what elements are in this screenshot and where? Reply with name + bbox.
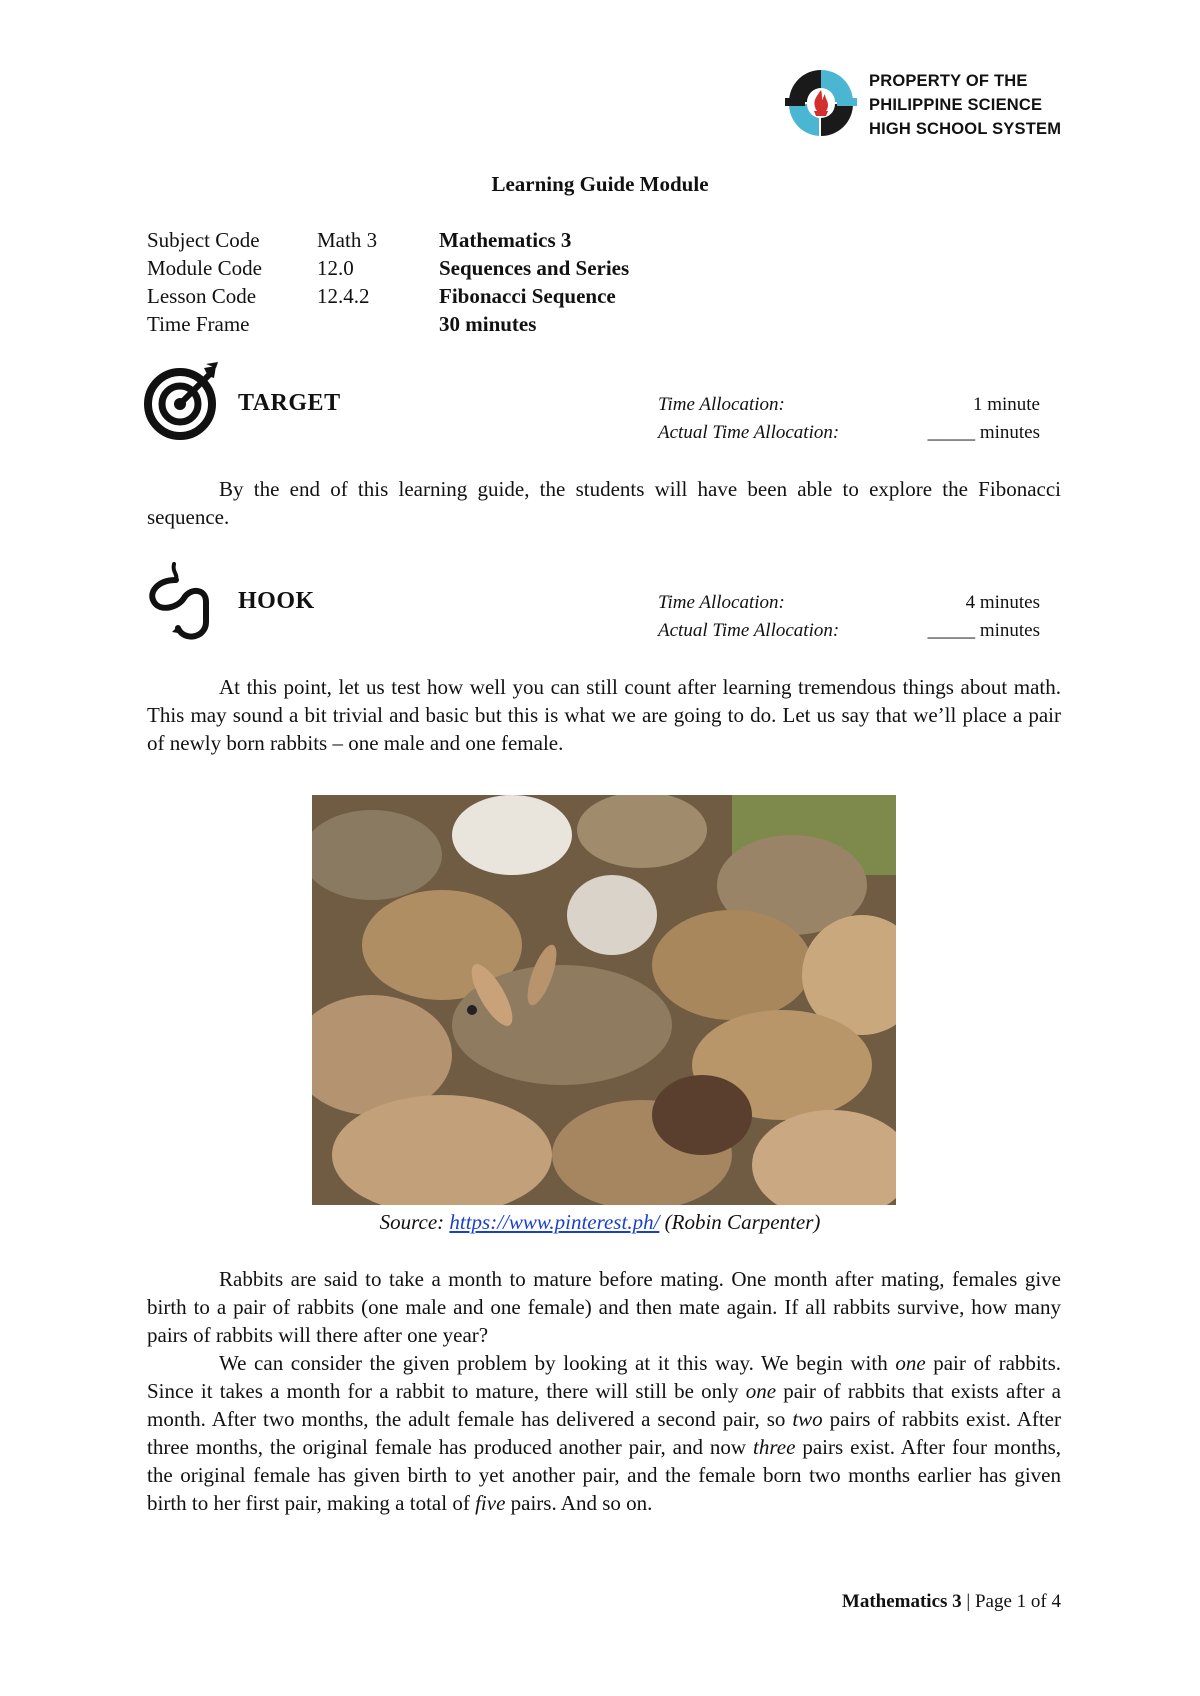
hook-icon [144, 560, 230, 646]
target-icon [144, 362, 224, 442]
emphasis-one: one [745, 1379, 777, 1403]
body-text: pairs exist. After four months, the original female has given birth to yet another pair, and the female born two months earlier has given birth to her first pair, making a total of [147, 1435, 1061, 1515]
time-allocation-value: 4 minutes [965, 592, 1040, 613]
meta-label: Lesson Code [147, 284, 257, 308]
emphasis-one: one [895, 1351, 926, 1375]
logo-line-3: HIGH SCHOOL SYSTEM [869, 120, 1062, 138]
actual-time-allocation-value: _____ minutes [927, 422, 1040, 443]
logo-line-2: PHILIPPINE SCIENCE [869, 96, 1043, 114]
meta-label: Time Frame [147, 312, 250, 336]
time-allocation-label: Time Allocation: [658, 592, 785, 613]
emphasis-three: three [753, 1435, 796, 1459]
meta-label: Module Code [147, 256, 262, 280]
time-allocation-label: Time Allocation: [658, 394, 785, 415]
caption-suffix: (Robin Carpenter) [659, 1210, 821, 1234]
body-text: pairs. And so on. [505, 1491, 653, 1515]
body-paragraph-2 [147, 1349, 1061, 1517]
caption-prefix: Source: [379, 1210, 450, 1234]
time-allocation-row [658, 592, 1040, 620]
emphasis-two: two [792, 1407, 823, 1431]
body-text: pairs of rabbits exist. After three months, the original female has produced another pair, and now [147, 1407, 1061, 1459]
footer-subject: Mathematics 3 [841, 1591, 962, 1612]
meta-value: Fibonacci Sequence [439, 284, 616, 308]
target-heading: TARGET [238, 390, 341, 416]
meta-value: Mathematics 3 [439, 228, 572, 252]
actual-time-allocation-value: _____ minutes [927, 620, 1040, 641]
meta-code: 12.4.2 [317, 284, 370, 308]
meta-code: 12.0 [317, 256, 354, 280]
pshs-logo [785, 66, 1075, 142]
emphasis-five: five [475, 1491, 506, 1515]
body-text: pair of rabbits that exists after a month. After two months, the adult female has delivered a second pair, so [147, 1379, 1061, 1431]
target-text: By the end of this learning guide, the students will have been able to explore the Fibonacci sequence. [147, 477, 1061, 529]
logo-text [869, 69, 1061, 141]
body-text: pair of rabbits. Since it takes a month for a rabbit to mature, there will still be only [147, 1351, 1061, 1403]
rabbits-illustration [312, 795, 896, 1205]
body-text: We can consider the given problem by looking at it this way. We begin with [219, 1351, 896, 1375]
rabbits-photo [312, 795, 896, 1205]
pshs-logo-mark [785, 66, 857, 140]
meta-code: Math 3 [317, 228, 378, 252]
hook-text: At this point, let us test how well you can still count after learning tremendous things about math. This may sound a bit trivial and basic but this is what we are going to do. Let us say that we’ll place a pair of newly born rabbits – one male and one female. [147, 675, 1061, 755]
source-link[interactable]: https://www.pinterest.ph/ [449, 1210, 660, 1234]
document-title: Learning Guide Module [491, 172, 709, 196]
hook-time-allocation [658, 592, 1040, 648]
meta-label: Subject Code [147, 228, 260, 252]
actual-time-allocation-label: Actual Time Allocation: [658, 422, 840, 443]
actual-time-allocation-label: Actual Time Allocation: [658, 620, 840, 641]
hook-heading: HOOK [238, 588, 315, 614]
actual-time-allocation-row [658, 620, 1040, 648]
target-time-allocation [658, 394, 1040, 450]
logo-line-1: PROPERTY OF THE [869, 72, 1028, 90]
meta-value: Sequences and Series [439, 256, 630, 280]
footer-separator: | [961, 1591, 975, 1612]
footer-page-number: Page 1 of 4 [974, 1591, 1061, 1612]
time-allocation-value: 1 minute [972, 394, 1040, 415]
actual-time-allocation-row [658, 422, 1040, 450]
meta-value: 30 minutes [439, 312, 537, 336]
body-paragraph-1: Rabbits are said to take a month to mature before mating. One month after mating, females give birth to a pair of rabbits (one male and one female) and then mate again. If all rabbits survive, how many pairs of rabbits will there after one year? [147, 1267, 1061, 1347]
photo-caption [0, 1210, 1200, 1235]
page-footer [842, 1591, 1061, 1613]
time-allocation-row [658, 394, 1040, 422]
